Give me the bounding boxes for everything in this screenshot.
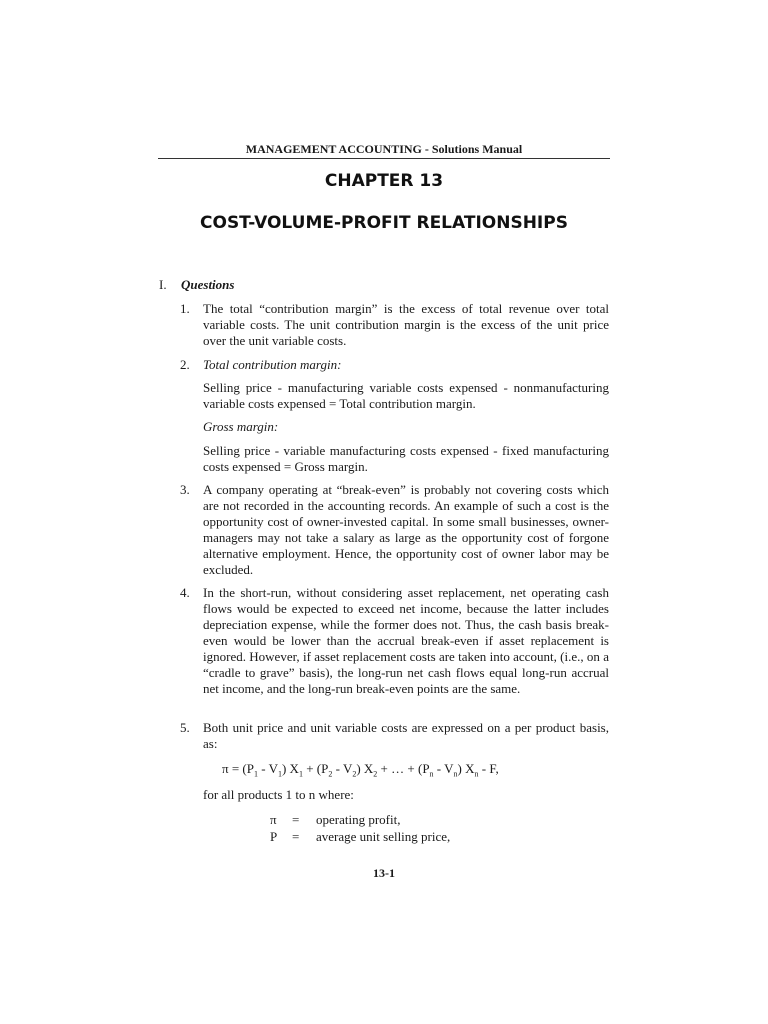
definition-equals: =	[292, 829, 300, 844]
question-2-gross-text: Selling price - variable manufacturing costs expensed - fixed manufacturing costs expensed = Gross margin.	[203, 443, 609, 474]
question-5-text: Both unit price and unit variable costs are expressed on a per product basis, as:	[203, 720, 609, 751]
question-2-subtitle-contribution: Total contribution margin:	[203, 357, 342, 372]
header-rule	[158, 158, 610, 159]
section-title: Questions	[181, 277, 235, 292]
profit-formula: $\pi = (P_1 - V_1) X_1 + (P_2 - V_2) X_2$ + … + $(P_n - V_n)$ $X_n$ - F,	[222, 761, 499, 779]
question-1-text: The total “contribution margin” is the excess of total revenue over total variable costs. The unit contribution margin is the excess of the unit price over the unit variable costs.	[203, 301, 609, 348]
question-1-number: 1.	[180, 301, 190, 316]
question-3-number: 3.	[180, 482, 190, 497]
definition-equals: =	[292, 812, 300, 827]
question-2-number: 2.	[180, 357, 190, 372]
question-3-text: A company operating at “break-even” is probably not covering costs which are not recorded in the accounting records. An example of such a cost is the opportunity cost of owner-invested capital. In some small businesses, owner-managers may not take a salary as large as the opportunity cost of forgone alternative employment. Hence, the opportunity cost of owner labor may be excluded.	[203, 482, 609, 577]
page-number: 13-1	[373, 866, 395, 880]
definition-meaning: operating profit,	[316, 812, 401, 827]
chapter-title: COST-VOLUME-PROFIT RELATIONSHIPS	[200, 213, 568, 233]
definition-meaning: average unit selling price,	[316, 829, 451, 844]
question-5-where: for all products 1 to n where:	[203, 787, 354, 802]
running-header: MANAGEMENT ACCOUNTING - Solutions Manual	[245, 142, 523, 156]
question-4-number: 4.	[180, 585, 190, 600]
question-2-subtitle-gross: Gross margin:	[203, 419, 279, 434]
chapter-label: CHAPTER 13	[324, 171, 444, 191]
definition-symbol: π	[270, 812, 277, 827]
question-4-text: In the short-run, without considering asset replacement, net operating cash flows would be expected to exceed net income, because the latter includes depreciation expense, while the former does not. Thus, the cash basis break-even would be lower than the accrual break-even if asset replacement is ignored. However, if asset replacement costs are taken into account, (i.e., on a “cradle to grave” basis), the long-run net cash flows equal long-run accrual net income, and the long-run break-even points are the same.	[203, 585, 609, 696]
question-5-number: 5.	[180, 720, 190, 735]
section-number: I.	[159, 277, 167, 292]
definition-symbol: P	[270, 829, 278, 844]
question-2-contribution-text: Selling price - manufacturing variable costs expensed - nonmanufacturing variable costs expensed = Total contribution margin.	[203, 380, 609, 411]
